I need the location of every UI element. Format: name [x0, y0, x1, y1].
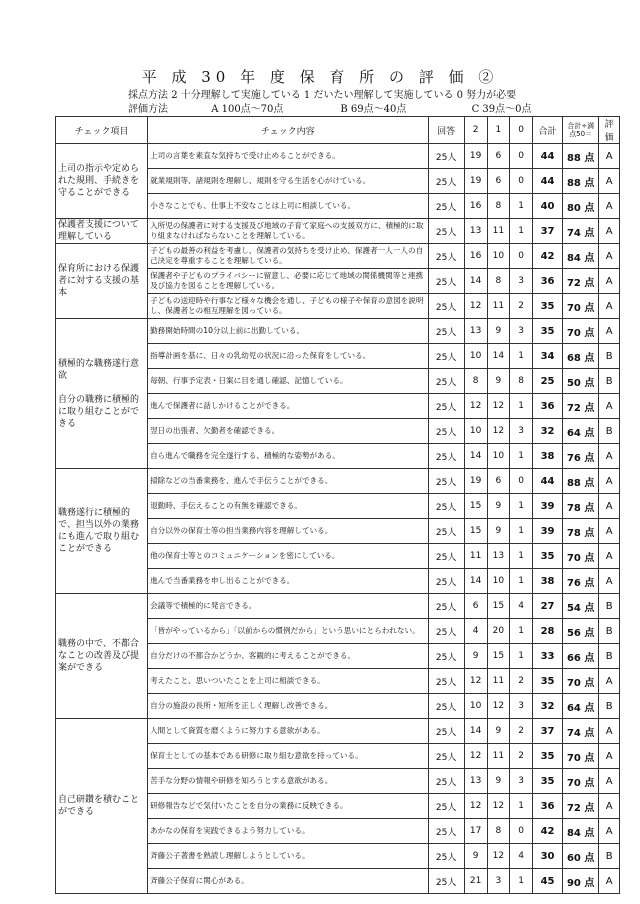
check-content: 考えたこと、思いついたことを上司に相談できる。 — [148, 669, 428, 694]
percent-score: 84 点 — [563, 244, 599, 269]
header-item: チェック項目 — [56, 117, 148, 144]
scoring-method — [128, 86, 516, 101]
score-1-count: 12 — [487, 844, 510, 869]
score-0-count: 3 — [510, 419, 533, 444]
answer-count: 25人 — [428, 519, 464, 544]
score-2-count: 8 — [464, 369, 487, 394]
answer-count: 25人 — [428, 694, 464, 719]
check-content: 他の保育士等とのコミュニケーションを密にしている。 — [148, 544, 428, 569]
grade-value: A — [599, 319, 620, 344]
percent-score: 74 点 — [563, 219, 599, 244]
total-score: 35 — [533, 544, 563, 569]
check-content: 保育士としての基本である研修に取り組む意欲を持っている。 — [148, 744, 428, 769]
check-content: 子どもの送迎時や行事など様々な機会を通し、子どもの様子や保育の意図を説明し、保護者との相互理解を図っている。 — [148, 294, 428, 319]
total-score: 42 — [533, 819, 563, 844]
grade-value: A — [599, 869, 620, 894]
grade-value: A — [599, 544, 620, 569]
score-1-count: 11 — [487, 744, 510, 769]
total-score: 45 — [533, 869, 563, 894]
answer-count: 25人 — [428, 344, 464, 369]
percent-score: 54 点 — [563, 594, 599, 619]
score-1-count: 9 — [487, 319, 510, 344]
percent-score: 78 点 — [563, 494, 599, 519]
score-0-count: 1 — [510, 619, 533, 644]
score-1-count: 12 — [487, 694, 510, 719]
scoring-method-label: 採点方法 — [128, 90, 168, 101]
score-2-count: 19 — [464, 469, 487, 494]
check-content: 指導計画を基に、日々の乳幼児の状況に沿った保育をしている。 — [148, 344, 428, 369]
score-1-count: 10 — [487, 244, 510, 269]
total-score: 39 — [533, 519, 563, 544]
check-content: 就業規則等、諸規則を理解し、規則を守る生活を心がけている。 — [148, 169, 428, 194]
score-2-count: 12 — [464, 294, 487, 319]
answer-count: 25人 — [428, 869, 464, 894]
total-score: 38 — [533, 569, 563, 594]
grade-value: B — [599, 344, 620, 369]
score-2-count: 6 — [464, 594, 487, 619]
check-content: 斉藤公子保育に関心がある。 — [148, 869, 428, 894]
grade-value: B — [599, 594, 620, 619]
percent-score: 78 点 — [563, 519, 599, 544]
check-content: 苦手な分野の情報や研修を知ろうとする意欲がある。 — [148, 769, 428, 794]
grade-value: B — [599, 419, 620, 444]
total-score: 44 — [533, 469, 563, 494]
score-0-count: 1 — [510, 519, 533, 544]
total-score: 37 — [533, 719, 563, 744]
check-content: 斉藤公子著書を熟読し理解しようとしている。 — [148, 844, 428, 869]
total-score: 36 — [533, 394, 563, 419]
answer-count: 25人 — [428, 369, 464, 394]
answer-count: 25人 — [428, 444, 464, 469]
score-1-count: 11 — [487, 669, 510, 694]
percent-score: 76 点 — [563, 444, 599, 469]
score-2-count: 12 — [464, 394, 487, 419]
score-0-count: 1 — [510, 569, 533, 594]
grade-value: A — [599, 194, 620, 219]
score-1-count: 10 — [487, 444, 510, 469]
score-2-count: 13 — [464, 769, 487, 794]
grade-value: B — [599, 644, 620, 669]
check-content: 入所児の保護者に対する支援及び地域の子育て家庭への支援双方に、積極的に取り組まなければならないことを理解している。 — [148, 219, 428, 244]
grade-value: A — [599, 819, 620, 844]
percent-score: 72 点 — [563, 794, 599, 819]
grade-value: B — [599, 369, 620, 394]
score-1-count: 6 — [487, 144, 510, 169]
percent-score: 72 点 — [563, 394, 599, 419]
score-1-count: 3 — [487, 869, 510, 894]
score-1-count: 12 — [487, 419, 510, 444]
check-content: 進んで保護者に話しかけることができる。 — [148, 394, 428, 419]
score-1-count: 13 — [487, 544, 510, 569]
check-content: 小さなことでも、仕事上不安なことは上司に相談している。 — [148, 194, 428, 219]
check-content: 会議等で積極的に発言できる。 — [148, 594, 428, 619]
check-content: 人間として資質を磨くように努力する意欲がある。 — [148, 719, 428, 744]
score-1-count: 9 — [487, 519, 510, 544]
score-0-count: 0 — [510, 169, 533, 194]
score-0-count: 1 — [510, 394, 533, 419]
grade-value: A — [599, 744, 620, 769]
score-2-count: 15 — [464, 519, 487, 544]
percent-score: 84 点 — [563, 819, 599, 844]
score-2-count: 16 — [464, 244, 487, 269]
percent-score: 64 点 — [563, 419, 599, 444]
score-2-count: 11 — [464, 544, 487, 569]
check-content: あかなの保育を実践できるよう努力している。 — [148, 819, 428, 844]
total-score: 36 — [533, 794, 563, 819]
percent-score: 68 点 — [563, 344, 599, 369]
answer-count: 25人 — [428, 594, 464, 619]
score-0-count: 8 — [510, 369, 533, 394]
scoring-method-text: 2 十分理解して実施している 1 だいたい理解して実施している 0 努力が必要 — [171, 90, 517, 101]
total-score: 35 — [533, 319, 563, 344]
table-row — [56, 244, 620, 269]
check-content: 退勤時、手伝えることの有無を確認できる。 — [148, 494, 428, 519]
answer-count: 25人 — [428, 719, 464, 744]
score-0-count: 1 — [510, 544, 533, 569]
answer-count: 25人 — [428, 244, 464, 269]
check-content: 研修報告などで気付いたことを自分の業務に反映できる。 — [148, 794, 428, 819]
answer-count: 25人 — [428, 669, 464, 694]
check-content: 進んで当番業務を申し出ることができる。 — [148, 569, 428, 594]
score-0-count: 4 — [510, 844, 533, 869]
answer-count: 25人 — [428, 169, 464, 194]
header-ratio: 合計÷満点50＝ — [563, 117, 599, 144]
score-2-count: 16 — [464, 194, 487, 219]
answer-count: 25人 — [428, 319, 464, 344]
grade-value: A — [599, 794, 620, 819]
score-2-count: 14 — [464, 569, 487, 594]
total-score: 35 — [533, 744, 563, 769]
percent-score: 72 点 — [563, 269, 599, 294]
grade-value: A — [599, 269, 620, 294]
grade-value: A — [599, 169, 620, 194]
total-score: 27 — [533, 594, 563, 619]
percent-score: 88 点 — [563, 169, 599, 194]
score-0-count: 2 — [510, 719, 533, 744]
percent-score: 70 点 — [563, 319, 599, 344]
score-2-count: 13 — [464, 319, 487, 344]
score-2-count: 15 — [464, 494, 487, 519]
grade-b-range: B 69点〜40点 — [340, 104, 407, 115]
header-score-1: 1 — [487, 117, 510, 144]
percent-score: 70 点 — [563, 744, 599, 769]
score-1-count: 14 — [487, 344, 510, 369]
answer-count: 25人 — [428, 269, 464, 294]
answer-count: 25人 — [428, 819, 464, 844]
score-1-count: 20 — [487, 619, 510, 644]
percent-score: 74 点 — [563, 719, 599, 744]
grade-value: A — [599, 719, 620, 744]
grade-value: A — [599, 394, 620, 419]
check-content: 子どもの最善の利益を考慮し、保護者の気持ちを受け止め、保護者一人一人の自己決定を尊重することを理解している。 — [148, 244, 428, 269]
table-header-row — [56, 117, 620, 144]
total-score: 36 — [533, 269, 563, 294]
score-2-count: 9 — [464, 844, 487, 869]
total-score: 44 — [533, 144, 563, 169]
score-0-count: 3 — [510, 269, 533, 294]
header-score-2: 2 — [464, 117, 487, 144]
check-item: 上司の指示や定められた規則、手続きを守ることができる — [56, 144, 148, 219]
percent-score: 80 点 — [563, 194, 599, 219]
score-1-count: 15 — [487, 644, 510, 669]
score-1-count: 10 — [487, 569, 510, 594]
grade-value: B — [599, 694, 620, 719]
score-2-count: 4 — [464, 619, 487, 644]
total-score: 38 — [533, 444, 563, 469]
percent-score: 70 点 — [563, 544, 599, 569]
grade-value: A — [599, 669, 620, 694]
score-2-count: 19 — [464, 169, 487, 194]
score-1-count: 8 — [487, 194, 510, 219]
score-1-count: 12 — [487, 394, 510, 419]
percent-score: 88 点 — [563, 144, 599, 169]
score-1-count: 11 — [487, 294, 510, 319]
score-1-count: 9 — [487, 369, 510, 394]
score-2-count: 19 — [464, 144, 487, 169]
check-content: 自分以外の保育士等の担当業務内容を理解している。 — [148, 519, 428, 544]
header-score-0: 0 — [510, 117, 533, 144]
score-1-count: 11 — [487, 219, 510, 244]
score-0-count: 3 — [510, 319, 533, 344]
check-content: 翌日の出張者、欠勤者を確認できる。 — [148, 419, 428, 444]
grade-value: A — [599, 294, 620, 319]
percent-score: 66 点 — [563, 644, 599, 669]
grade-value: A — [599, 519, 620, 544]
score-0-count: 1 — [510, 219, 533, 244]
score-2-count: 21 — [464, 869, 487, 894]
answer-count: 25人 — [428, 744, 464, 769]
score-1-count: 8 — [487, 819, 510, 844]
grade-value: B — [599, 844, 620, 869]
score-0-count: 0 — [510, 244, 533, 269]
grade-value: A — [599, 244, 620, 269]
score-2-count: 13 — [464, 219, 487, 244]
score-1-count: 6 — [487, 469, 510, 494]
score-0-count: 2 — [510, 744, 533, 769]
check-item: 自己研鑽を積むことができる — [56, 719, 148, 894]
answer-count: 25人 — [428, 219, 464, 244]
header-content: チェック内容 — [148, 117, 428, 144]
total-score: 44 — [533, 169, 563, 194]
total-score: 34 — [533, 344, 563, 369]
grade-value: A — [599, 494, 620, 519]
total-score: 35 — [533, 294, 563, 319]
header-answers: 回答 — [428, 117, 464, 144]
score-2-count: 12 — [464, 669, 487, 694]
table-row — [56, 469, 620, 494]
check-content: 「皆がやっているから」「以前からの慣例だから」という思いにとらわれない。 — [148, 619, 428, 644]
grade-value: A — [599, 444, 620, 469]
answer-count: 25人 — [428, 619, 464, 644]
evaluation-table — [55, 116, 620, 894]
score-1-count: 9 — [487, 769, 510, 794]
score-0-count: 1 — [510, 644, 533, 669]
grade-value: A — [599, 769, 620, 794]
score-1-count: 15 — [487, 594, 510, 619]
total-score: 39 — [533, 494, 563, 519]
answer-count: 25人 — [428, 194, 464, 219]
score-0-count: 2 — [510, 669, 533, 694]
total-score: 40 — [533, 194, 563, 219]
score-0-count: 3 — [510, 769, 533, 794]
grading-method-label: 評価方法 — [128, 104, 168, 115]
table-row — [56, 144, 620, 169]
percent-score: 60 点 — [563, 844, 599, 869]
score-2-count: 12 — [464, 794, 487, 819]
grade-value: A — [599, 569, 620, 594]
total-score: 35 — [533, 769, 563, 794]
table-row — [56, 719, 620, 744]
percent-score: 90 点 — [563, 869, 599, 894]
table-body — [56, 144, 620, 894]
score-2-count: 10 — [464, 419, 487, 444]
answer-count: 25人 — [428, 769, 464, 794]
total-score: 28 — [533, 619, 563, 644]
grade-c-range: C 39点〜0点 — [471, 104, 532, 115]
score-0-count: 1 — [510, 794, 533, 819]
check-content: 保護者や子どものプライバシーに留意し、必要に応じて地域の関係機関等と連携及び協力を図ることを理解している。 — [148, 269, 428, 294]
grade-value: A — [599, 469, 620, 494]
grade-a-range: A 100点〜70点 — [211, 104, 284, 115]
total-score: 32 — [533, 694, 563, 719]
score-2-count: 12 — [464, 744, 487, 769]
check-content: 自分の施設の長所・短所を正しく理解し改善できる。 — [148, 694, 428, 719]
answer-count: 25人 — [428, 494, 464, 519]
score-1-count: 8 — [487, 269, 510, 294]
check-item: 職務の中で、不都合なことの改善及び提案ができる — [56, 594, 148, 719]
score-1-count: 9 — [487, 719, 510, 744]
table-row — [56, 319, 620, 344]
score-0-count: 0 — [510, 819, 533, 844]
answer-count: 25人 — [428, 844, 464, 869]
check-content: 勤務開始時間の10分以上前に出勤している。 — [148, 319, 428, 344]
score-2-count: 14 — [464, 719, 487, 744]
answer-count: 25人 — [428, 544, 464, 569]
score-2-count: 10 — [464, 694, 487, 719]
score-0-count: 2 — [510, 294, 533, 319]
score-0-count: 1 — [510, 194, 533, 219]
score-1-count: 12 — [487, 794, 510, 819]
percent-score: 70 点 — [563, 669, 599, 694]
percent-score: 64 点 — [563, 694, 599, 719]
table-row — [56, 219, 620, 244]
percent-score: 70 点 — [563, 769, 599, 794]
check-content: 上司の言葉を素直な気持ちで受け止めることができる。 — [148, 144, 428, 169]
answer-count: 25人 — [428, 419, 464, 444]
score-0-count: 1 — [510, 444, 533, 469]
check-item: 職務遂行に積極的で、担当以外の業務にも進んで取り組むことができる — [56, 469, 148, 594]
page-title: 平 成 30 年 度 保 育 所 の 評 価 ② — [141, 68, 499, 86]
total-score: 42 — [533, 244, 563, 269]
score-0-count: 4 — [510, 594, 533, 619]
score-2-count: 10 — [464, 344, 487, 369]
score-0-count: 3 — [510, 694, 533, 719]
header-total: 合計 — [533, 117, 563, 144]
score-2-count: 14 — [464, 444, 487, 469]
check-item: 保育所における保護者に対する支援の基本 — [56, 244, 148, 319]
grade-value: A — [599, 144, 620, 169]
grading-method — [128, 100, 531, 115]
total-score: 30 — [533, 844, 563, 869]
score-0-count: 0 — [510, 144, 533, 169]
score-2-count: 17 — [464, 819, 487, 844]
total-score: 33 — [533, 644, 563, 669]
percent-score: 56 点 — [563, 619, 599, 644]
answer-count: 25人 — [428, 794, 464, 819]
answer-count: 25人 — [428, 394, 464, 419]
check-content: 自ら進んで職務を完全遂行する、積極的な姿勢がある。 — [148, 444, 428, 469]
score-0-count: 1 — [510, 344, 533, 369]
grade-value: A — [599, 219, 620, 244]
header-grade: 評価 — [599, 117, 620, 144]
total-score: 32 — [533, 419, 563, 444]
percent-score: 76 点 — [563, 569, 599, 594]
check-content: 自分だけの不都合かどうか、客観的に考えることができる。 — [148, 644, 428, 669]
total-score: 25 — [533, 369, 563, 394]
score-0-count: 1 — [510, 494, 533, 519]
answer-count: 25人 — [428, 644, 464, 669]
score-1-count: 6 — [487, 169, 510, 194]
answer-count: 25人 — [428, 569, 464, 594]
percent-score: 70 点 — [563, 294, 599, 319]
total-score: 37 — [533, 219, 563, 244]
score-0-count: 0 — [510, 469, 533, 494]
percent-score: 50 点 — [563, 369, 599, 394]
percent-score: 88 点 — [563, 469, 599, 494]
check-content: 掃除などの当番業務を、進んで手伝うことができる。 — [148, 469, 428, 494]
score-2-count: 14 — [464, 269, 487, 294]
answer-count: 25人 — [428, 144, 464, 169]
grade-value: B — [599, 619, 620, 644]
score-0-count: 1 — [510, 869, 533, 894]
score-2-count: 9 — [464, 644, 487, 669]
score-1-count: 9 — [487, 494, 510, 519]
check-item: 積極的な職務遂行意欲 自分の職務に積極的に取り組むことができる — [56, 319, 148, 469]
total-score: 35 — [533, 669, 563, 694]
answer-count: 25人 — [428, 469, 464, 494]
check-content: 毎朝、行事予定表・日案に目を通し確認、記憶している。 — [148, 369, 428, 394]
check-item: 保護者支援について理解している — [56, 219, 148, 244]
table-row — [56, 594, 620, 619]
answer-count: 25人 — [428, 294, 464, 319]
